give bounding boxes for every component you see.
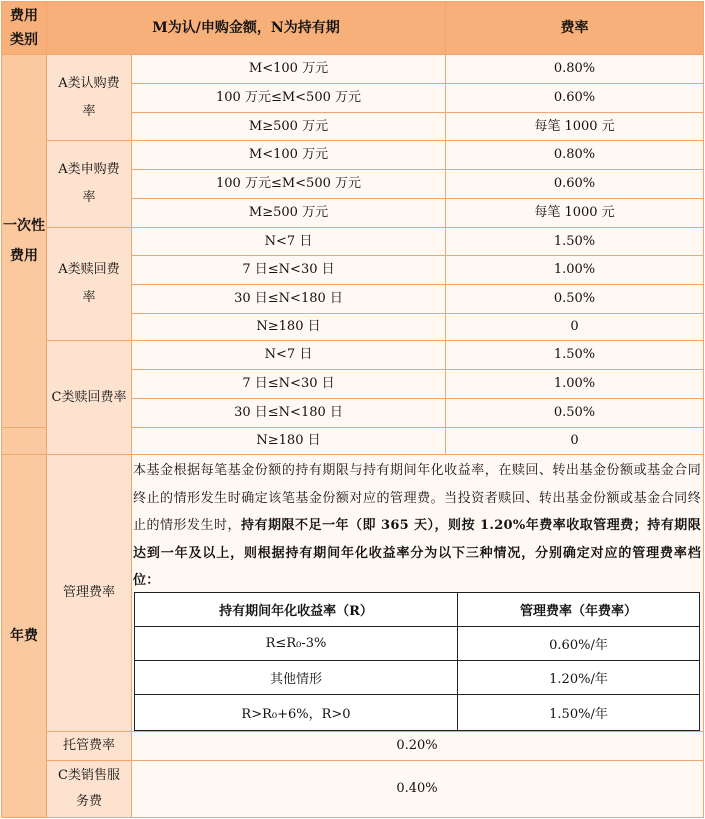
cond-text: 100 万元≤M<500 万元 (216, 176, 361, 192)
label-c-redemption (47, 341, 131, 454)
cond-text: 30 日≤N<180 日 (234, 405, 343, 421)
rate-text: 0.80% (553, 61, 596, 77)
category-annual-text: 年费 (10, 627, 38, 644)
cond-text: 7 日≤N<30 日 (242, 262, 335, 278)
row-cond (132, 113, 445, 140)
category-blank (2, 428, 46, 454)
tier-cond (135, 627, 457, 660)
tier-rate-text: 1.50%/年 (549, 706, 608, 722)
label-c-sales (47, 761, 131, 817)
row-cond (132, 84, 445, 112)
rate-text: 0.80% (553, 147, 596, 163)
row-rate (446, 428, 703, 454)
category-one-time (2, 55, 46, 427)
label-management (47, 455, 131, 731)
category-one-time-text: 一次性费用 (3, 218, 45, 264)
cond-text: N<7 日 (264, 347, 313, 363)
row-cond (132, 314, 445, 340)
cond-text: N≥180 日 (256, 433, 321, 449)
row-cond (132, 428, 445, 454)
header-condition-text: M为认/申购金额，N为持有期 (152, 19, 340, 36)
cond-text: N≥180 日 (256, 319, 321, 335)
management-description (133, 457, 701, 595)
row-rate (446, 314, 703, 340)
row-cond (132, 285, 445, 313)
rate-text: 0 (570, 319, 579, 335)
rate-text: 1.00% (553, 262, 596, 278)
tier-rate (458, 661, 699, 694)
tier-header-fee (458, 593, 699, 626)
category-annual (2, 455, 46, 817)
header-category-text: 费用类别 (10, 8, 38, 48)
header-rate-text: 费率 (560, 19, 589, 36)
label-custody-text: 托管费率 (62, 738, 115, 754)
label-a-subscription (47, 55, 131, 140)
header-category (2, 2, 46, 54)
cond-text: 30 日≤N<180 日 (234, 291, 343, 307)
custody-rate-text: 0.20% (396, 738, 438, 754)
row-rate (446, 228, 703, 255)
management-tier-table (134, 592, 700, 731)
cond-text: 7 日≤N<30 日 (242, 376, 335, 392)
label-management-text: 管理费率 (62, 585, 115, 601)
tier-cond (135, 695, 457, 729)
row-rate (446, 341, 703, 369)
c-sales-rate-cell (132, 761, 703, 817)
tier-cond-text: R>R₀+6%，R>0 (241, 706, 351, 722)
row-cond (132, 170, 445, 198)
cond-text: M≥500 万元 (248, 205, 329, 221)
tier-header-fee-text: 管理费率（年费率） (519, 604, 637, 619)
label-c-redemption-text: C类赎回费率 (51, 389, 127, 405)
label-a-purchase (47, 141, 131, 227)
tier-rate (458, 627, 699, 660)
cond-text: M≥500 万元 (248, 118, 329, 134)
row-cond (132, 141, 445, 169)
row-rate (446, 399, 703, 427)
rate-text: 0.50% (553, 291, 596, 307)
row-rate (446, 141, 703, 169)
rate-text: 1.50% (553, 233, 596, 249)
c-sales-rate-text: 0.40% (396, 781, 438, 797)
row-rate (446, 285, 703, 313)
rate-text: 每笔 1000 元 (534, 118, 615, 134)
row-rate (446, 84, 703, 112)
row-cond (132, 55, 445, 83)
tier-cond-text: 其他情形 (269, 672, 322, 687)
header-condition (47, 2, 445, 54)
tier-header-return-text: 持有期间年化收益率（R） (219, 604, 373, 619)
tier-rate-text: 0.60%/年 (549, 638, 608, 653)
label-a-redemption-text: A类赎回费率 (58, 262, 120, 305)
row-cond (132, 256, 445, 284)
row-rate (446, 199, 703, 227)
tier-rate-text: 1.20%/年 (549, 672, 608, 687)
rate-text: 0.50% (553, 405, 596, 421)
rate-text: 0 (570, 433, 579, 449)
rate-text: 1.50% (553, 347, 596, 363)
row-cond (132, 228, 445, 255)
row-rate (446, 170, 703, 198)
rate-text: 每笔 1000 元 (534, 205, 615, 221)
rate-text: 0.60% (553, 90, 596, 106)
row-rate (446, 113, 703, 140)
row-cond (132, 341, 445, 369)
label-c-sales-text: C类销售服务费 (58, 768, 120, 809)
cond-text: M<100 万元 (248, 61, 329, 77)
header-rate (446, 2, 703, 54)
cond-text: N<7 日 (264, 233, 313, 249)
row-cond (132, 399, 445, 427)
label-a-redemption (47, 228, 131, 340)
label-custody (47, 732, 131, 760)
custody-rate-cell (132, 732, 703, 760)
row-rate (446, 55, 703, 83)
tier-header-return (135, 593, 457, 626)
rate-text: 1.00% (553, 376, 596, 392)
row-cond (132, 199, 445, 227)
management-text-normal: 本基金根据每笔基金份额的持有期限与持有期间年化收益率，在赎回、转出基金份额或基金合同终止的情形发生时确定该笔基金份额对应的管理费。当投资者赎回、转出基金份额或基金合同终止的情形发生时， (133, 463, 701, 533)
tier-rate (458, 695, 699, 729)
row-cond (132, 370, 445, 398)
rate-text: 0.60% (553, 176, 596, 192)
tier-cond-text: R≤R₀-3% (265, 636, 327, 651)
row-rate (446, 370, 703, 398)
cond-text: M<100 万元 (248, 147, 329, 163)
label-a-purchase-text: A类申购费率 (58, 162, 120, 205)
row-rate (446, 256, 703, 284)
label-a-subscription-text: A类认购费率 (58, 75, 120, 119)
management-text-bold: 持有期限不足一年（即 365 天），则按 1.20%年费率收取管理费；持有期限达到一年及以上，则根据持有期间年化收益率分为以下三种情况，分别确定对应的管理费率档位： (133, 518, 701, 588)
tier-cond (135, 661, 457, 694)
cond-text: 100 万元≤M<500 万元 (216, 90, 361, 106)
